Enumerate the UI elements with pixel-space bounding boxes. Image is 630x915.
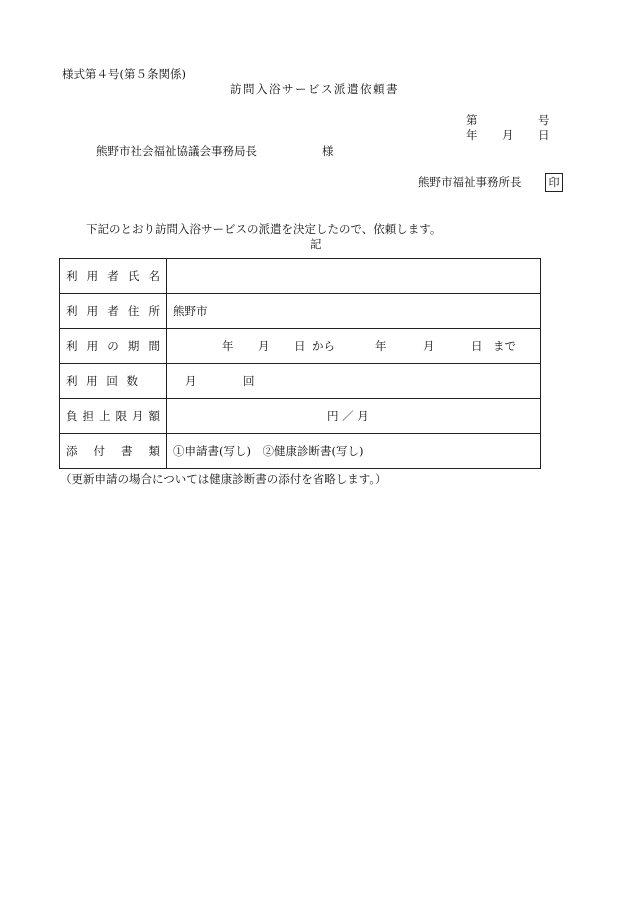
label-char: の bbox=[107, 339, 119, 353]
label-char: 担 bbox=[82, 409, 94, 423]
label-char: 用 bbox=[86, 374, 98, 388]
footnote: （更新申請の場合については健康診断書の添付を省略します。） bbox=[60, 472, 387, 486]
table-row bbox=[60, 294, 541, 329]
table-row bbox=[60, 434, 541, 469]
ki-heading: 記 bbox=[310, 237, 322, 251]
label-char: 利 bbox=[66, 269, 78, 283]
table-row bbox=[60, 329, 541, 364]
label-char: 上 bbox=[99, 409, 111, 423]
addressee-honorific: 様 bbox=[322, 144, 334, 158]
count-month: 月 bbox=[185, 374, 197, 388]
label-char: 者 bbox=[107, 269, 119, 283]
label-char: 額 bbox=[148, 409, 160, 423]
label-char: 利 bbox=[66, 339, 78, 353]
label-char: 用 bbox=[86, 304, 99, 318]
label-char: 利 bbox=[66, 304, 78, 318]
label-char: 回 bbox=[106, 374, 118, 388]
body-text: 下記のとおり訪問入浴サービスの派遣を決定したので、依頼します。 bbox=[86, 222, 442, 236]
label-char: 名 bbox=[148, 269, 160, 283]
seal-mark: 印 bbox=[545, 173, 563, 192]
label-char: 添 bbox=[66, 444, 78, 458]
label-char: 者 bbox=[107, 304, 119, 318]
label-char: 間 bbox=[148, 339, 160, 353]
period-start-month: 月 bbox=[258, 339, 270, 353]
label-char: 負 bbox=[66, 409, 78, 423]
usage-count-field[interactable] bbox=[167, 364, 541, 399]
doc-number-go: 号 bbox=[538, 113, 550, 127]
document-title: 訪問入浴サービス派遣依頼書 bbox=[230, 82, 399, 96]
label-char: 住 bbox=[127, 304, 140, 318]
usage-period-field[interactable] bbox=[167, 329, 541, 364]
limit-unit: 円 ／ 月 bbox=[327, 409, 369, 423]
label-char: 利 bbox=[66, 374, 78, 388]
count-times: 回 bbox=[243, 374, 255, 388]
label-char: 所 bbox=[148, 304, 160, 318]
label-char: 限 bbox=[115, 409, 127, 423]
label-char: 用 bbox=[86, 339, 99, 353]
period-end-month: 月 bbox=[423, 339, 435, 353]
user-address-field[interactable] bbox=[167, 294, 541, 329]
label-char: 期 bbox=[127, 339, 140, 353]
attachments-value: ①申請書(写し) ②健康診断書(写し) bbox=[173, 444, 364, 458]
label-char: 類 bbox=[148, 444, 160, 458]
label-char: 書 bbox=[121, 444, 133, 458]
row-label bbox=[60, 399, 167, 434]
period-start-year: 年 bbox=[222, 339, 234, 353]
period-end-year: 年 bbox=[375, 339, 387, 353]
row-label bbox=[60, 329, 167, 364]
date-month: 月 bbox=[502, 128, 514, 142]
table-row bbox=[60, 399, 541, 434]
addressee-name: 熊野市社会福祉協議会事務局長 bbox=[96, 144, 257, 158]
user-name-field[interactable] bbox=[167, 259, 541, 294]
doc-number-dai: 第 bbox=[466, 113, 478, 127]
label-char: 氏 bbox=[127, 269, 140, 283]
period-start-day: 日 bbox=[294, 339, 306, 353]
label-char: 数 bbox=[126, 374, 138, 388]
date-year: 年 bbox=[466, 128, 478, 142]
sender-name: 熊野市福祉事務所長 bbox=[418, 175, 522, 189]
period-until: まで bbox=[493, 339, 516, 353]
table-row bbox=[60, 259, 541, 294]
attachments-field bbox=[167, 434, 541, 469]
row-label bbox=[60, 364, 167, 399]
date-day: 日 bbox=[538, 128, 550, 142]
row-label bbox=[60, 294, 167, 329]
label-char: 付 bbox=[93, 444, 105, 458]
request-table bbox=[59, 258, 541, 469]
address-value: 熊野市 bbox=[173, 304, 208, 318]
label-char: 用 bbox=[86, 269, 99, 283]
form-number: 様式第４号(第５条関係) bbox=[62, 67, 186, 81]
period-end-day: 日 bbox=[471, 339, 483, 353]
label-char: 月 bbox=[132, 409, 144, 423]
row-label bbox=[60, 434, 167, 469]
table-row bbox=[60, 364, 541, 399]
row-label bbox=[60, 259, 167, 294]
period-from: から bbox=[312, 339, 335, 353]
monthly-limit-field[interactable] bbox=[167, 399, 541, 434]
